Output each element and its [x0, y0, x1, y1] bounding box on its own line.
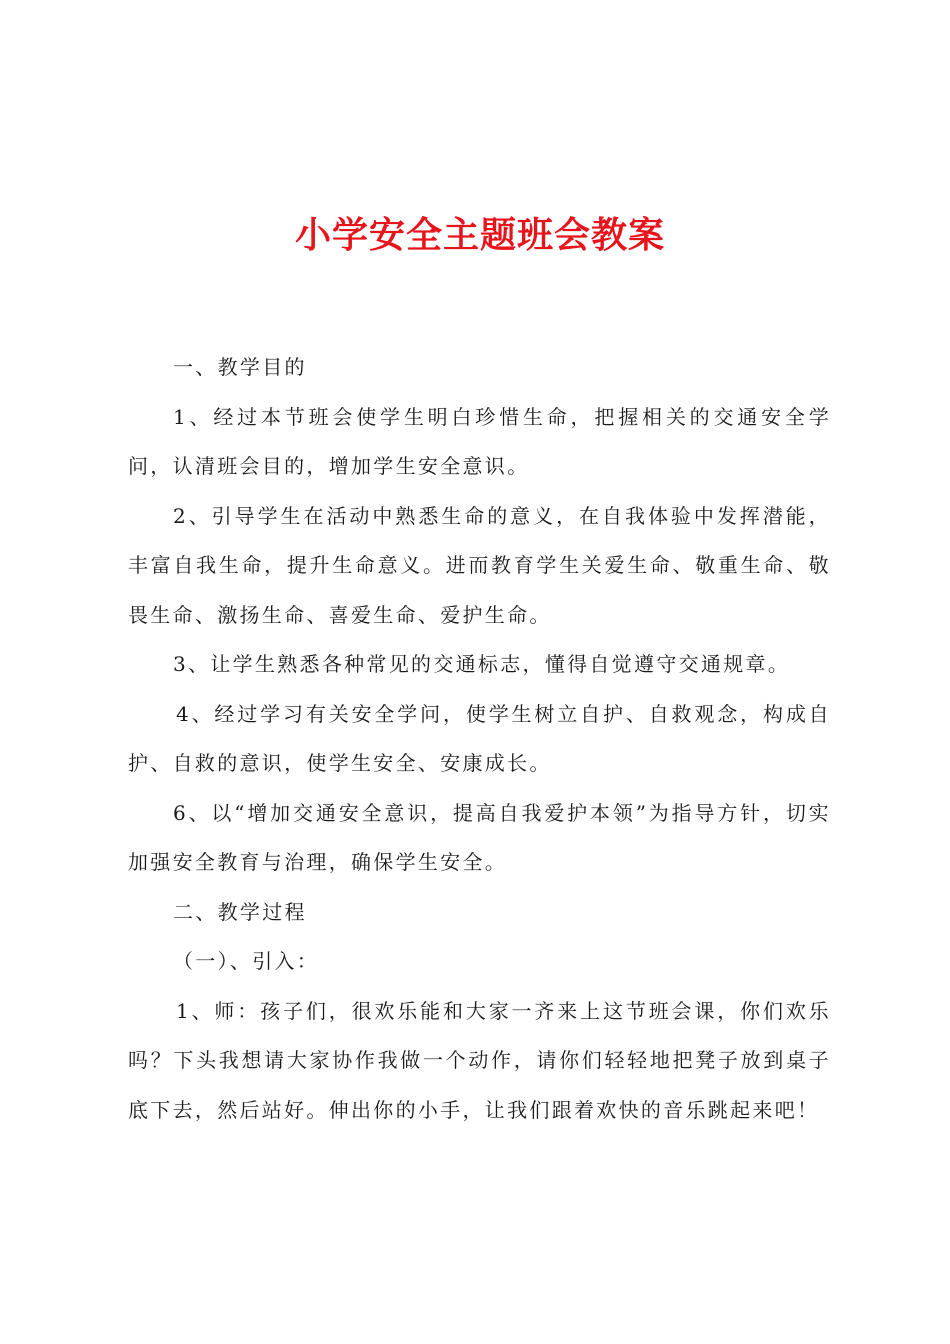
objective-item-1: 1、经过本节班会使学生明白珍惜生命，把握相关的交通安全学问，认清班会目的，增加学生安全意识。: [128, 404, 831, 478]
document-title: 小学安全主题班会教案: [294, 214, 665, 256]
section-heading-process: 二、教学过程: [173, 899, 307, 924]
objective-item-3: 3、让学生熟悉各种常见的交通标志，懂得自觉遵守交通规章。: [173, 652, 791, 676]
objective-item-2: 2、引导学生在活动中熟悉生命的意义，在自我体验中发挥潜能，丰富自我生命，提升生命意义。进而教育学生关爱生命、敬重生命、敬畏生命、激扬生命、喜爱生命、爱护生命。: [128, 503, 831, 627]
objective-item-6: 6、以“增加交通安全意识，提高自我爱护本领”为指导方针，切实加强安全教育与治理，确保学生安全。: [128, 800, 831, 874]
subsection-heading-intro: （一）、引入：: [173, 949, 320, 973]
objective-item-4: 4、经过学习有关安全学问，使学生树立自护、自救观念，构成自护、自救的意识，使学生安全、安康成长。: [128, 701, 831, 775]
section-heading-objectives: 一、教学目的: [173, 355, 307, 379]
document-body: [128, 343, 831, 1135]
intro-paragraph-1: 1、师：孩子们，很欢乐能和大家一齐来上这节班会课，你们欢乐吗？下头我想请大家协作我做一个动作，请你们轻轻地把凳子放到桌子底下去，然后站好。伸出你的小手，让我们跟着欢快的音乐跳起来吧！: [128, 998, 831, 1122]
